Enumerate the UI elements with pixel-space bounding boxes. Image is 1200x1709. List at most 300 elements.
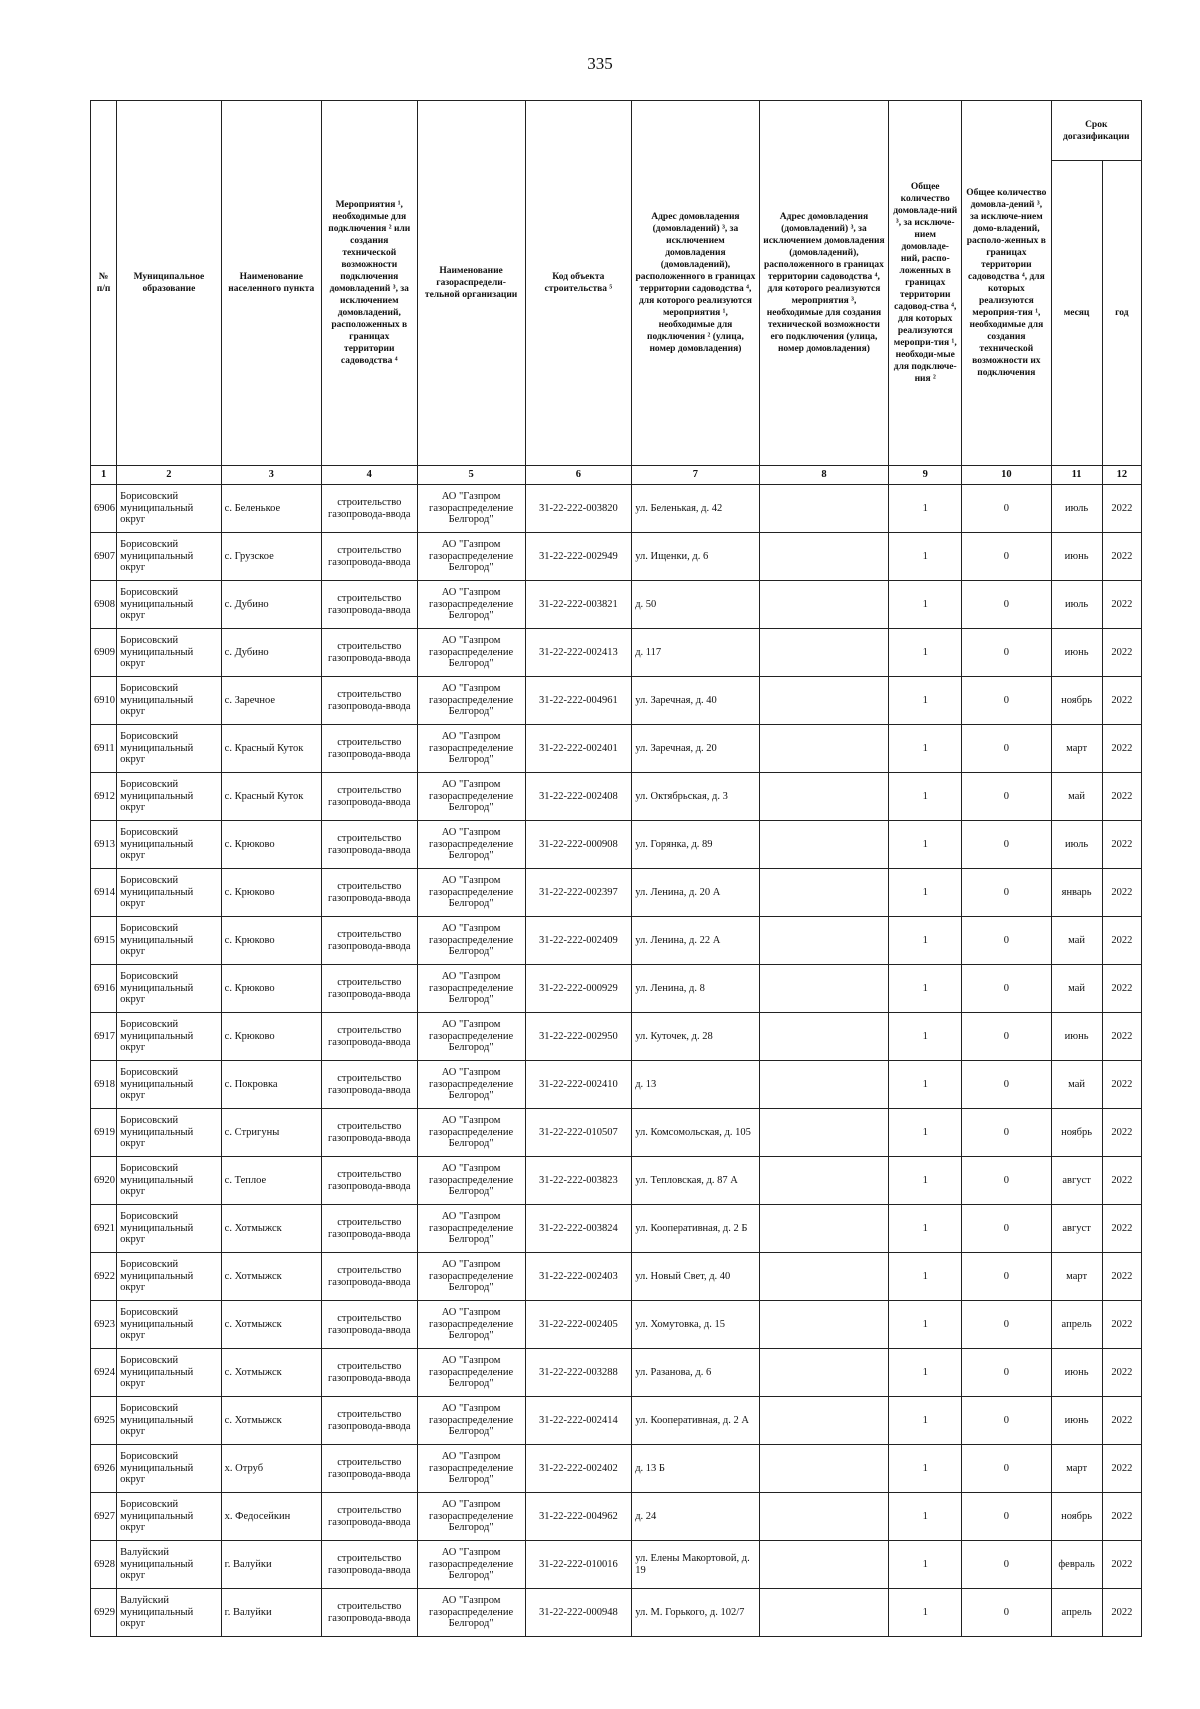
municipality-cell: Борисовский муниципальный округ (117, 1205, 222, 1253)
connection-count-cell: 1 (889, 1541, 962, 1589)
month-cell: ноябрь (1051, 1493, 1102, 1541)
technical-address-cell (759, 1253, 889, 1301)
header-object-code: Код объекта строительства ⁵ (525, 101, 632, 466)
connection-count-cell: 1 (889, 1253, 962, 1301)
technical-address-cell (759, 821, 889, 869)
row-number: 6916 (91, 965, 117, 1013)
activity-cell: строительство газопровода-ввода (321, 1301, 417, 1349)
header-count-connection: Общее количество домовладе-ний ³, за исключе-нием домовладе-ний, распо-ложенных в границах территории садовод-ства ⁴, для которых реализуются меропри-тия ¹, необходи-мые для подключе-ния ² (889, 101, 962, 466)
row-number: 6924 (91, 1349, 117, 1397)
municipality-cell: Борисовский муниципальный округ (117, 1493, 222, 1541)
year-cell: 2022 (1102, 821, 1141, 869)
page-number: 335 (587, 54, 613, 73)
gasification-table (90, 100, 1142, 1637)
municipality-cell: Борисовский муниципальный округ (117, 965, 222, 1013)
table-row (91, 1061, 1142, 1109)
technical-address-cell (759, 581, 889, 629)
technical-address-cell (759, 1061, 889, 1109)
address-cell: ул. Тепловская, д. 87 А (632, 1157, 759, 1205)
activity-cell: строительство газопровода-ввода (321, 1205, 417, 1253)
month-cell: ноябрь (1051, 1109, 1102, 1157)
locality-cell: с. Покровка (221, 1061, 321, 1109)
object-code-cell: 31-22-222-002413 (525, 629, 632, 677)
organization-cell: АО "Газпром газораспределение Белгород" (417, 677, 525, 725)
address-cell: ул. Ленина, д. 8 (632, 965, 759, 1013)
object-code-cell: 31-22-222-002397 (525, 869, 632, 917)
header-year: год (1102, 161, 1141, 466)
column-number: 11 (1051, 466, 1102, 485)
table-row (91, 1109, 1142, 1157)
month-cell: март (1051, 725, 1102, 773)
month-cell: январь (1051, 869, 1102, 917)
table-row (91, 1493, 1142, 1541)
connection-count-cell: 1 (889, 677, 962, 725)
organization-cell: АО "Газпром газораспределение Белгород" (417, 629, 525, 677)
technical-address-cell (759, 629, 889, 677)
locality-cell: с. Хотмыжск (221, 1349, 321, 1397)
row-number: 6906 (91, 485, 117, 533)
locality-cell: с. Крюково (221, 1013, 321, 1061)
object-code-cell: 31-22-222-003821 (525, 581, 632, 629)
technical-count-cell: 0 (962, 1253, 1051, 1301)
column-number-row (91, 466, 1142, 485)
technical-address-cell (759, 1349, 889, 1397)
organization-cell: АО "Газпром газораспределение Белгород" (417, 1061, 525, 1109)
year-cell: 2022 (1102, 1205, 1141, 1253)
row-number: 6915 (91, 917, 117, 965)
row-number: 6910 (91, 677, 117, 725)
organization-cell: АО "Газпром газораспределение Белгород" (417, 1493, 525, 1541)
header-month: месяц (1051, 161, 1102, 466)
connection-count-cell: 1 (889, 1397, 962, 1445)
month-cell: июнь (1051, 533, 1102, 581)
object-code-cell: 31-22-222-002408 (525, 773, 632, 821)
technical-count-cell: 0 (962, 581, 1051, 629)
row-number: 6922 (91, 1253, 117, 1301)
row-number: 6927 (91, 1493, 117, 1541)
organization-cell: АО "Газпром газораспределение Белгород" (417, 965, 525, 1013)
month-cell: июль (1051, 485, 1102, 533)
address-cell: ул. Хомутовка, д. 15 (632, 1301, 759, 1349)
object-code-cell: 31-22-222-003823 (525, 1157, 632, 1205)
month-cell: ноябрь (1051, 677, 1102, 725)
table-row (91, 1157, 1142, 1205)
object-code-cell: 31-22-222-002405 (525, 1301, 632, 1349)
municipality-cell: Борисовский муниципальный округ (117, 773, 222, 821)
month-cell: май (1051, 1061, 1102, 1109)
row-number: 6908 (91, 581, 117, 629)
locality-cell: х. Федосейкин (221, 1493, 321, 1541)
year-cell: 2022 (1102, 533, 1141, 581)
column-number: 1 (91, 466, 117, 485)
technical-count-cell: 0 (962, 1061, 1051, 1109)
connection-count-cell: 1 (889, 917, 962, 965)
technical-address-cell (759, 1589, 889, 1637)
table-row (91, 1301, 1142, 1349)
address-cell: ул. М. Горького, д. 102/7 (632, 1589, 759, 1637)
connection-count-cell: 1 (889, 965, 962, 1013)
year-cell: 2022 (1102, 1397, 1141, 1445)
month-cell: июнь (1051, 1349, 1102, 1397)
technical-count-cell: 0 (962, 1541, 1051, 1589)
technical-address-cell (759, 533, 889, 581)
column-number: 8 (759, 466, 889, 485)
month-cell: июнь (1051, 1397, 1102, 1445)
activity-cell: строительство газопровода-ввода (321, 629, 417, 677)
header-locality: Наименование населенного пункта (221, 101, 321, 466)
column-number: 5 (417, 466, 525, 485)
technical-address-cell (759, 1109, 889, 1157)
object-code-cell: 31-22-222-004962 (525, 1493, 632, 1541)
locality-cell: с. Хотмыжск (221, 1397, 321, 1445)
technical-count-cell: 0 (962, 965, 1051, 1013)
object-code-cell: 31-22-222-000908 (525, 821, 632, 869)
locality-cell: с. Заречное (221, 677, 321, 725)
activity-cell: строительство газопровода-ввода (321, 1109, 417, 1157)
municipality-cell: Борисовский муниципальный округ (117, 821, 222, 869)
row-number: 6923 (91, 1301, 117, 1349)
connection-count-cell: 1 (889, 821, 962, 869)
table-row (91, 1349, 1142, 1397)
organization-cell: АО "Газпром газораспределение Белгород" (417, 773, 525, 821)
column-number: 7 (632, 466, 759, 485)
row-number: 6909 (91, 629, 117, 677)
connection-count-cell: 1 (889, 1493, 962, 1541)
address-cell: ул. Ищенки, д. 6 (632, 533, 759, 581)
activity-cell: строительство газопровода-ввода (321, 1541, 417, 1589)
organization-cell: АО "Газпром газораспределение Белгород" (417, 1349, 525, 1397)
activity-cell: строительство газопровода-ввода (321, 1253, 417, 1301)
table-row (91, 773, 1142, 821)
technical-address-cell (759, 1397, 889, 1445)
month-cell: февраль (1051, 1541, 1102, 1589)
activity-cell: строительство газопровода-ввода (321, 821, 417, 869)
year-cell: 2022 (1102, 1445, 1141, 1493)
technical-count-cell: 0 (962, 1349, 1051, 1397)
connection-count-cell: 1 (889, 773, 962, 821)
locality-cell: с. Крюково (221, 869, 321, 917)
object-code-cell: 31-22-222-003824 (525, 1205, 632, 1253)
row-number: 6912 (91, 773, 117, 821)
month-cell: март (1051, 1253, 1102, 1301)
technical-count-cell: 0 (962, 1109, 1051, 1157)
month-cell: июнь (1051, 1013, 1102, 1061)
organization-cell: АО "Газпром газораспределение Белгород" (417, 1541, 525, 1589)
table-row (91, 1445, 1142, 1493)
table-row (91, 1253, 1142, 1301)
table-row (91, 965, 1142, 1013)
table-row (91, 1205, 1142, 1253)
year-cell: 2022 (1102, 1301, 1141, 1349)
locality-cell: с. Стригуны (221, 1109, 321, 1157)
year-cell: 2022 (1102, 1109, 1141, 1157)
table-row (91, 629, 1142, 677)
month-cell: май (1051, 965, 1102, 1013)
technical-count-cell: 0 (962, 629, 1051, 677)
month-cell: июль (1051, 821, 1102, 869)
technical-address-cell (759, 1013, 889, 1061)
technical-address-cell (759, 677, 889, 725)
address-cell: д. 13 (632, 1061, 759, 1109)
technical-count-cell: 0 (962, 1013, 1051, 1061)
connection-count-cell: 1 (889, 1157, 962, 1205)
activity-cell: строительство газопровода-ввода (321, 1445, 417, 1493)
object-code-cell: 31-22-222-004961 (525, 677, 632, 725)
row-number: 6914 (91, 869, 117, 917)
locality-cell: с. Хотмыжск (221, 1301, 321, 1349)
row-number: 6919 (91, 1109, 117, 1157)
activity-cell: строительство газопровода-ввода (321, 533, 417, 581)
month-cell: июль (1051, 581, 1102, 629)
technical-address-cell (759, 1301, 889, 1349)
connection-count-cell: 1 (889, 1205, 962, 1253)
year-cell: 2022 (1102, 1061, 1141, 1109)
address-cell: ул. Ленина, д. 20 А (632, 869, 759, 917)
year-cell: 2022 (1102, 1157, 1141, 1205)
municipality-cell: Борисовский муниципальный округ (117, 1301, 222, 1349)
activity-cell: строительство газопровода-ввода (321, 1157, 417, 1205)
table-body (91, 485, 1142, 1637)
object-code-cell: 31-22-222-010507 (525, 1109, 632, 1157)
locality-cell: с. Крюково (221, 821, 321, 869)
address-cell: ул. Горянка, д. 89 (632, 821, 759, 869)
year-cell: 2022 (1102, 485, 1141, 533)
organization-cell: АО "Газпром газораспределение Белгород" (417, 725, 525, 773)
municipality-cell: Борисовский муниципальный округ (117, 485, 222, 533)
locality-cell: с. Теплое (221, 1157, 321, 1205)
connection-count-cell: 1 (889, 1445, 962, 1493)
technical-count-cell: 0 (962, 917, 1051, 965)
locality-cell: с. Дубино (221, 629, 321, 677)
month-cell: апрель (1051, 1589, 1102, 1637)
locality-cell: х. Отруб (221, 1445, 321, 1493)
technical-address-cell (759, 1493, 889, 1541)
activity-cell: строительство газопровода-ввода (321, 677, 417, 725)
activity-cell: строительство газопровода-ввода (321, 1589, 417, 1637)
connection-count-cell: 1 (889, 485, 962, 533)
address-cell: ул. Кооперативная, д. 2 Б (632, 1205, 759, 1253)
object-code-cell: 31-22-222-002401 (525, 725, 632, 773)
locality-cell: с. Грузское (221, 533, 321, 581)
month-cell: август (1051, 1205, 1102, 1253)
header-activities: Мероприятия ¹, необходимые для подключения ² или создания технической возможности подключения домовладений ³, за исключением домовладений, расположенных в границах территории садоводства ⁴ (321, 101, 417, 466)
connection-count-cell: 1 (889, 533, 962, 581)
technical-address-cell (759, 1445, 889, 1493)
year-cell: 2022 (1102, 965, 1141, 1013)
address-cell: ул. Разанова, д. 6 (632, 1349, 759, 1397)
activity-cell: строительство газопровода-ввода (321, 1349, 417, 1397)
technical-count-cell: 0 (962, 773, 1051, 821)
address-cell: д. 117 (632, 629, 759, 677)
row-number: 6913 (91, 821, 117, 869)
locality-cell: с. Красный Куток (221, 725, 321, 773)
technical-count-cell: 0 (962, 1589, 1051, 1637)
technical-count-cell: 0 (962, 1301, 1051, 1349)
header-number: № п/п (91, 101, 117, 466)
column-number: 4 (321, 466, 417, 485)
organization-cell: АО "Газпром газораспределение Белгород" (417, 533, 525, 581)
row-number: 6911 (91, 725, 117, 773)
row-number: 6929 (91, 1589, 117, 1637)
organization-cell: АО "Газпром газораспределение Белгород" (417, 1589, 525, 1637)
address-cell: ул. Беленькая, д. 42 (632, 485, 759, 533)
locality-cell: с. Дубино (221, 581, 321, 629)
technical-count-cell: 0 (962, 1157, 1051, 1205)
address-cell: ул. Кооперативная, д. 2 А (632, 1397, 759, 1445)
organization-cell: АО "Газпром газораспределение Белгород" (417, 1013, 525, 1061)
year-cell: 2022 (1102, 773, 1141, 821)
year-cell: 2022 (1102, 869, 1141, 917)
technical-count-cell: 0 (962, 869, 1051, 917)
year-cell: 2022 (1102, 725, 1141, 773)
row-number: 6917 (91, 1013, 117, 1061)
header-address-connection: Адрес домовладения (домовладений) ³, за исключением домовладения (домовладений), расположенного в границах территории садоводства ⁴, для которого реализуются мероприятия ¹, необходимые для подключения ² (улица, номер домовладения) (632, 101, 759, 466)
address-cell: ул. Новый Свет, д. 40 (632, 1253, 759, 1301)
month-cell: апрель (1051, 1301, 1102, 1349)
connection-count-cell: 1 (889, 1589, 962, 1637)
connection-count-cell: 1 (889, 1013, 962, 1061)
object-code-cell: 31-22-222-002950 (525, 1013, 632, 1061)
column-number: 3 (221, 466, 321, 485)
municipality-cell: Борисовский муниципальный округ (117, 677, 222, 725)
column-number: 9 (889, 466, 962, 485)
technical-count-cell: 0 (962, 677, 1051, 725)
locality-cell: с. Беленькое (221, 485, 321, 533)
organization-cell: АО "Газпром газораспределение Белгород" (417, 1157, 525, 1205)
row-number: 6921 (91, 1205, 117, 1253)
table-row (91, 1013, 1142, 1061)
municipality-cell: Борисовский муниципальный округ (117, 1157, 222, 1205)
address-cell: ул. Ленина, д. 22 А (632, 917, 759, 965)
object-code-cell: 31-22-222-002403 (525, 1253, 632, 1301)
object-code-cell: 31-22-222-000948 (525, 1589, 632, 1637)
organization-cell: АО "Газпром газораспределение Белгород" (417, 581, 525, 629)
address-cell: ул. Куточек, д. 28 (632, 1013, 759, 1061)
technical-address-cell (759, 485, 889, 533)
technical-count-cell: 0 (962, 1397, 1051, 1445)
activity-cell: строительство газопровода-ввода (321, 1013, 417, 1061)
object-code-cell: 31-22-222-002410 (525, 1061, 632, 1109)
table-row (91, 869, 1142, 917)
locality-cell: с. Хотмыжск (221, 1205, 321, 1253)
header-organization: Наименование газораспредели-тельной организации (417, 101, 525, 466)
municipality-cell: Борисовский муниципальный округ (117, 533, 222, 581)
organization-cell: АО "Газпром газораспределение Белгород" (417, 1397, 525, 1445)
year-cell: 2022 (1102, 1253, 1141, 1301)
technical-count-cell: 0 (962, 1205, 1051, 1253)
year-cell: 2022 (1102, 677, 1141, 725)
activity-cell: строительство газопровода-ввода (321, 1397, 417, 1445)
technical-address-cell (759, 773, 889, 821)
technical-address-cell (759, 1205, 889, 1253)
row-number: 6926 (91, 1445, 117, 1493)
organization-cell: АО "Газпром газораспределение Белгород" (417, 1205, 525, 1253)
municipality-cell: Борисовский муниципальный округ (117, 581, 222, 629)
address-cell: ул. Комсомольская, д. 105 (632, 1109, 759, 1157)
technical-address-cell (759, 917, 889, 965)
table-row (91, 821, 1142, 869)
activity-cell: строительство газопровода-ввода (321, 581, 417, 629)
activity-cell: строительство газопровода-ввода (321, 965, 417, 1013)
technical-address-cell (759, 725, 889, 773)
technical-count-cell: 0 (962, 821, 1051, 869)
address-cell: д. 50 (632, 581, 759, 629)
year-cell: 2022 (1102, 581, 1141, 629)
table-row (91, 1541, 1142, 1589)
organization-cell: АО "Газпром газораспределение Белгород" (417, 917, 525, 965)
table-row (91, 917, 1142, 965)
technical-address-cell (759, 869, 889, 917)
object-code-cell: 31-22-222-003288 (525, 1349, 632, 1397)
locality-cell: с. Красный Куток (221, 773, 321, 821)
object-code-cell: 31-22-222-002402 (525, 1445, 632, 1493)
column-number: 2 (117, 466, 222, 485)
municipality-cell: Борисовский муниципальный округ (117, 917, 222, 965)
organization-cell: АО "Газпром газораспределение Белгород" (417, 1253, 525, 1301)
year-cell: 2022 (1102, 1349, 1141, 1397)
municipality-cell: Борисовский муниципальный округ (117, 1349, 222, 1397)
locality-cell: г. Валуйки (221, 1541, 321, 1589)
locality-cell: с. Хотмыжск (221, 1253, 321, 1301)
technical-address-cell (759, 965, 889, 1013)
header-municipality: Муниципальное образование (117, 101, 222, 466)
object-code-cell: 31-22-222-003820 (525, 485, 632, 533)
header-deadline: Срок догазификации (1051, 101, 1142, 161)
municipality-cell: Борисовский муниципальный округ (117, 1253, 222, 1301)
month-cell: май (1051, 917, 1102, 965)
technical-count-cell: 0 (962, 725, 1051, 773)
activity-cell: строительство газопровода-ввода (321, 485, 417, 533)
table-row (91, 1589, 1142, 1637)
month-cell: май (1051, 773, 1102, 821)
table-row (91, 533, 1142, 581)
activity-cell: строительство газопровода-ввода (321, 773, 417, 821)
organization-cell: АО "Газпром газораспределение Белгород" (417, 821, 525, 869)
row-number: 6928 (91, 1541, 117, 1589)
column-number: 10 (962, 466, 1051, 485)
year-cell: 2022 (1102, 1541, 1141, 1589)
locality-cell: с. Крюково (221, 965, 321, 1013)
object-code-cell: 31-22-222-000929 (525, 965, 632, 1013)
row-number: 6925 (91, 1397, 117, 1445)
address-cell: ул. Заречная, д. 40 (632, 677, 759, 725)
month-cell: март (1051, 1445, 1102, 1493)
header-address-technical: Адрес домовладения (домовладений) ³, за исключением домовладения (домовладений), расположенного в границах территории садоводства ⁴, для которого реализуются мероприятия ³, необходимые для создания технической возможности его подключения (улица, номер домовладения) (759, 101, 889, 466)
municipality-cell: Борисовский муниципальный округ (117, 869, 222, 917)
row-number: 6907 (91, 533, 117, 581)
year-cell: 2022 (1102, 1013, 1141, 1061)
technical-address-cell (759, 1541, 889, 1589)
connection-count-cell: 1 (889, 1109, 962, 1157)
locality-cell: с. Крюково (221, 917, 321, 965)
municipality-cell: Борисовский муниципальный округ (117, 1445, 222, 1493)
connection-count-cell: 1 (889, 629, 962, 677)
organization-cell: АО "Газпром газораспределение Белгород" (417, 869, 525, 917)
row-number: 6920 (91, 1157, 117, 1205)
header-count-technical: Общее количество домовла-дений ³, за исключе-нием домо-владений, располо-женных в границах территории садоводства ⁴, для которых реализуются мероприя-тия ¹, необходимые для создания технической возможности их подключения (962, 101, 1051, 466)
municipality-cell: Борисовский муниципальный округ (117, 1397, 222, 1445)
municipality-cell: Валуйский муниципальный округ (117, 1589, 222, 1637)
organization-cell: АО "Газпром газораспределение Белгород" (417, 1109, 525, 1157)
locality-cell: г. Валуйки (221, 1589, 321, 1637)
table-row (91, 485, 1142, 533)
object-code-cell: 31-22-222-002949 (525, 533, 632, 581)
object-code-cell: 31-22-222-002409 (525, 917, 632, 965)
municipality-cell: Валуйский муниципальный округ (117, 1541, 222, 1589)
organization-cell: АО "Газпром газораспределение Белгород" (417, 1445, 525, 1493)
technical-address-cell (759, 1157, 889, 1205)
municipality-cell: Борисовский муниципальный округ (117, 725, 222, 773)
